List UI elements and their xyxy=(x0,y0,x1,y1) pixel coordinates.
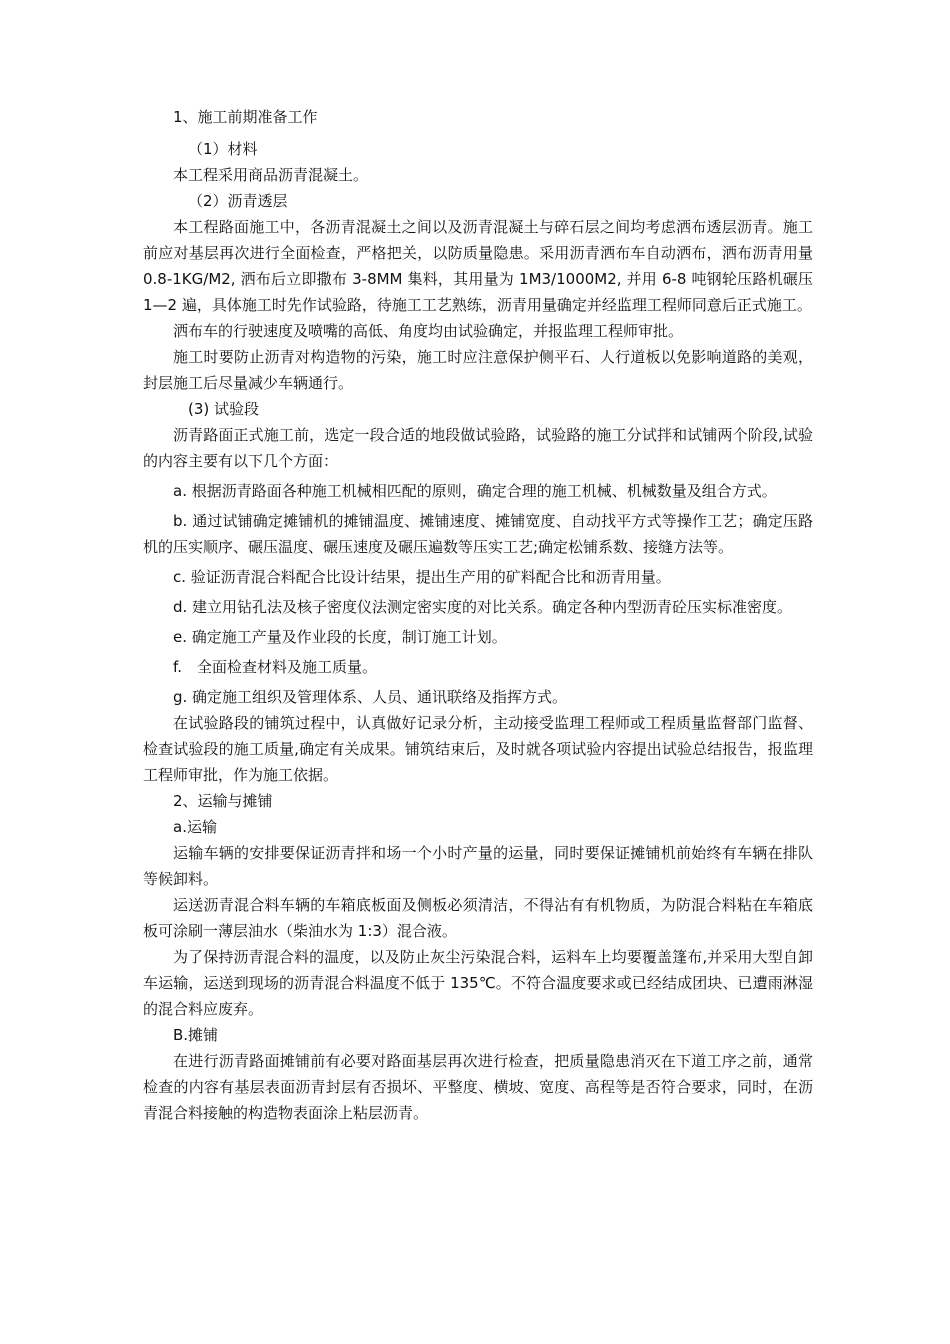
subsection-prime-coat-heading: （2）沥青透层 xyxy=(188,192,288,210)
prime-coat-paragraph-3: 施工时要防止沥青对构造物的污染，施工时应注意保护侧平石、人行道板以免影响道路的美观，封层施工后尽量减少车辆通行。 xyxy=(143,348,813,392)
subsection-trial-section-heading: (3) 试验段 xyxy=(188,400,260,418)
trial-item-e: e. 确定施工产量及作业段的长度，制订施工计划。 xyxy=(173,628,507,646)
prime-coat-paragraph-2: 洒布车的行驶速度及喷嘴的高低、角度均由试验确定，并报监理工程师审批。 xyxy=(173,322,684,340)
trial-item-g: g. 确定施工组织及管理体系、人员、通讯联络及指挥方式。 xyxy=(173,688,568,706)
paving-heading: B.摊铺 xyxy=(173,1026,219,1044)
trial-item-b: b. 通过试铺确定摊铺机的摊铺温度、摊铺速度、摊铺宽度、自动找平方式等操作工艺；确定压路机的压实顺序、碾压温度、碾压速度及碾压遍数等压实工艺;确定松铺系数、接缝方法等。 xyxy=(143,512,813,556)
prime-coat-paragraph-1: 本工程路面施工中，各沥青混凝土之间以及沥青混凝土与碎石层之间均考虑洒布透层沥青。施工前应对基层再次进行全面检查，严格把关，以防质量隐患。采用沥青洒布车自动洒布，洒布沥青用量 0.8-1KG/M2, 洒布后立即撒布 3-8MM 集料，其用量为 1M3/1000M2, 并用 6-8 吨钢轮压路机碾压 1—2 遍，具体施工时先作试验路，待施工工艺熟练，沥青用量确定并经监理工程师同意后正式施工。 xyxy=(143,218,813,314)
transport-paragraph-3: 为了保持沥青混合料的温度，以及防止灰尘污染混合料，运料车上均要覆盖篷布,并采用大型自卸车运输，运送到现场的沥青混合料温度不低于 135℃。不符合温度要求或已经结成团块、已遭雨淋湿的混合料应废弃。 xyxy=(143,948,813,1018)
trial-item-d: d. 建立用钻孔法及核子密度仪法测定密实度的对比关系。确定各种内型沥青砼压实标准密度。 xyxy=(173,598,793,616)
materials-paragraph: 本工程采用商品沥青混凝土。 xyxy=(173,166,369,184)
document-page xyxy=(143,104,813,1126)
transport-paragraph-1: 运输车辆的安排要保证沥青拌和场一个小时产量的运量，同时要保证摊铺机前始终有车辆在排队等候卸料。 xyxy=(143,844,813,888)
trial-item-c: c. 验证沥青混合料配合比设计结果，提出生产用的矿料配合比和沥青用量。 xyxy=(173,568,671,586)
section-1-heading: 1、施工前期准备工作 xyxy=(173,108,318,126)
trial-section-paragraph-1: 沥青路面正式施工前，选定一段合适的地段做试验路，试验路的施工分试拌和试铺两个阶段,试验的内容主要有以下几个方面： xyxy=(143,426,813,470)
transport-heading: a.运输 xyxy=(173,818,217,836)
paving-paragraph-1: 在进行沥青路面摊铺前有必要对路面基层再次进行检查，把质量隐患消灭在下道工序之前，通常检查的内容有基层表面沥青封层有否损坏、平整度、横坡、宽度、高程等是否符合要求，同时，在沥青混合料接触的构造物表面涂上粘层沥青。 xyxy=(143,1052,813,1122)
transport-paragraph-2: 运送沥青混合料车辆的车箱底板面及侧板必须清洁，不得沾有有机物质，为防混合料粘在车箱底板可涂刷一薄层油水（柴油水为 1:3）混合液。 xyxy=(143,896,813,940)
section-2-heading: 2、运输与摊铺 xyxy=(173,792,273,810)
trial-item-a: a. 根据沥青路面各种施工机械相匹配的原则，确定合理的施工机械、机械数量及组合方式。 xyxy=(173,482,777,500)
trial-item-f: f. 全面检查材料及施工质量。 xyxy=(173,658,377,676)
subsection-materials-heading: （1）材料 xyxy=(188,140,258,158)
trial-section-paragraph-2: 在试验路段的铺筑过程中，认真做好记录分析，主动接受监理工程师或工程质量监督部门监督、检查试验段的施工质量,确定有关成果。铺筑结束后，及时就各项试验内容提出试验总结报告，报监理工程师审批，作为施工依据。 xyxy=(143,714,813,784)
